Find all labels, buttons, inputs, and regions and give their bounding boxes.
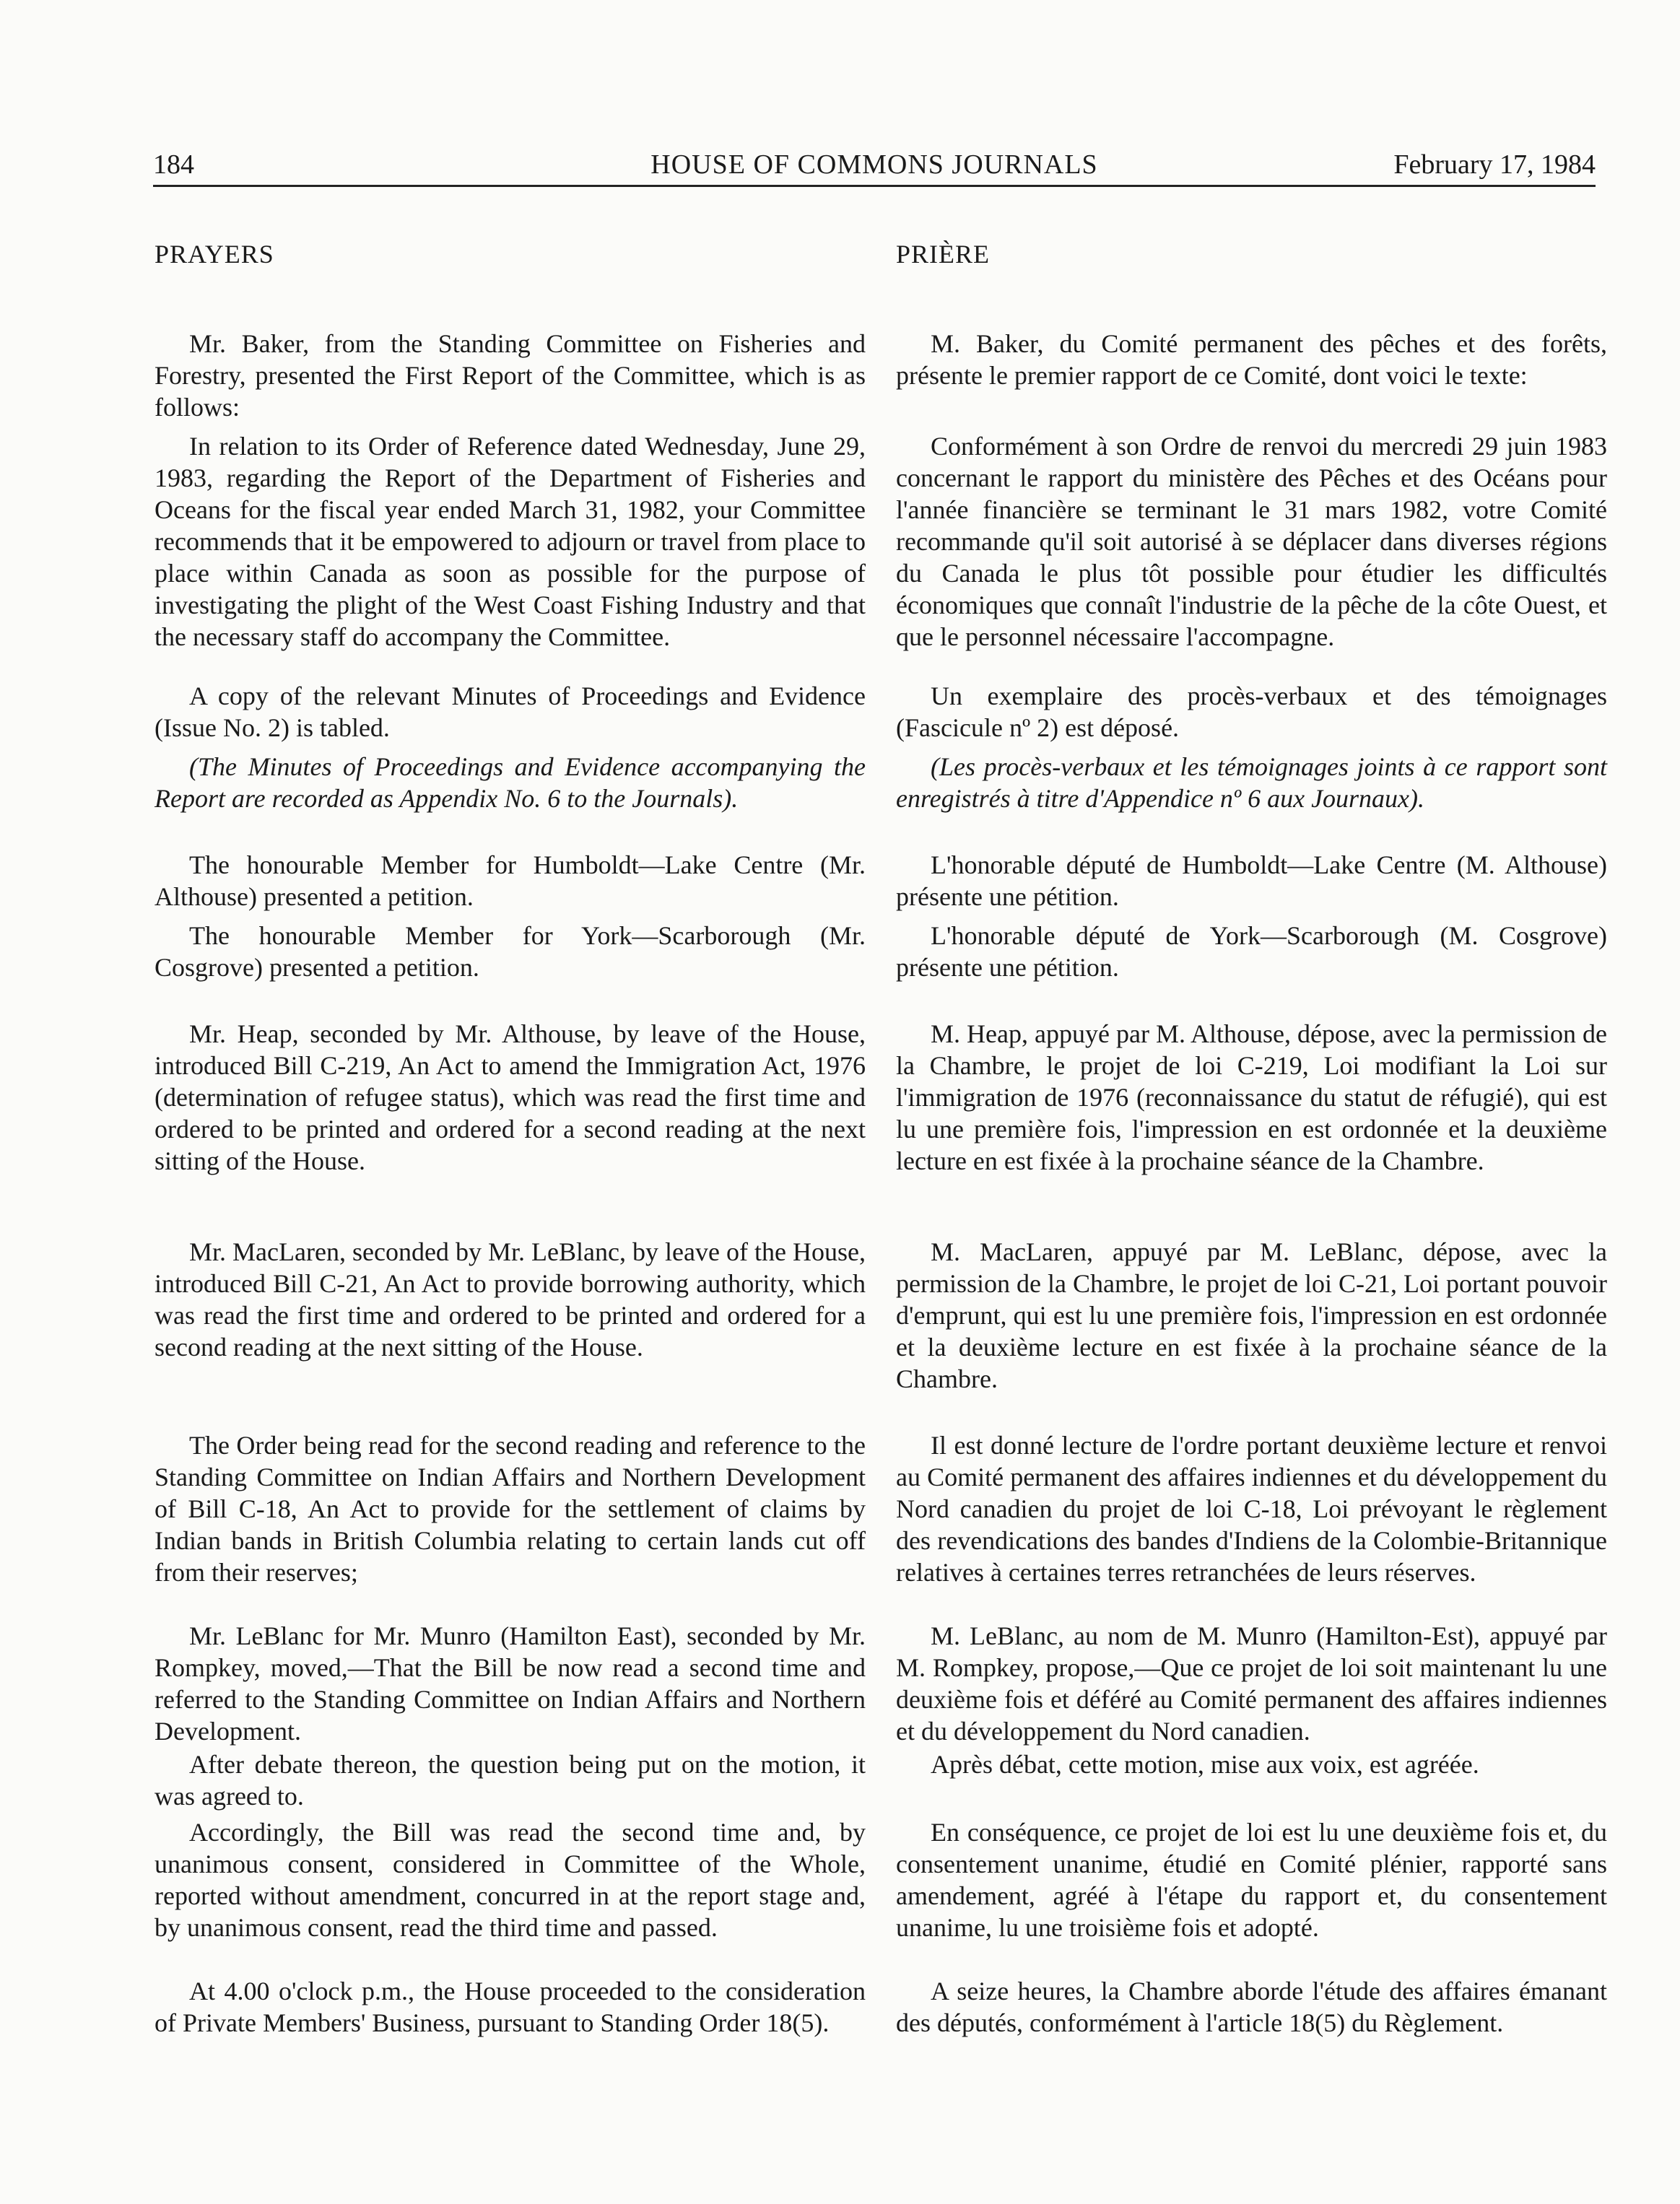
fr-leblanc-motion: M. LeBlanc, au nom de M. Munro (Hamilton-Est), appuyé par M. Rompkey, propose,—Que ce projet de loi soit maintenant lu une deuxième fois et déféré au Comité permanent des affaires indiennes et du développement du Nord canadien. bbox=[896, 1621, 1607, 1746]
en-copy-tabled: A copy of the relevant Minutes of Proceedings and Evidence (Issue No. 2) is tabled. bbox=[154, 681, 866, 742]
page-number: 184 bbox=[153, 149, 194, 180]
en-private-members: At 4.00 o'clock p.m., the House proceeded to the consideration of Private Members' Business, pursuant to Standing Order 18(5). bbox=[154, 1977, 866, 2037]
fr-petition-cosgrove: L'honorable député de York—Scarborough (M. Cosgrove) présente une pétition. bbox=[896, 921, 1607, 982]
fr-baker-report: M. Baker, du Comité permanent des pêches et des forêts, présente le premier rapport de ce Comité, dont voici le texte: bbox=[896, 329, 1607, 390]
en-bill-c219: Mr. Heap, seconded by Mr. Althouse, by leave of the House, introduced Bill C-219, An Act to amend the Immigration Act, 1976 (determination of refugee status), which was read the first time and ordered to be printed and ordered for a second reading at the next sitting of the House. bbox=[154, 1019, 866, 1175]
en-petition-althouse: The honourable Member for Humboldt—Lake Centre (Mr. Althouse) presented a petition. bbox=[154, 850, 866, 911]
en-debate: After debate thereon, the question being put on the motion, it was agreed to. bbox=[154, 1750, 866, 1811]
en-leblanc-motion: Mr. LeBlanc for Mr. Munro (Hamilton East), seconded by Mr. Rompkey, moved,—That the Bill be now read a second time and referred to the Standing Committee on Indian Affairs and Northern Development. bbox=[154, 1621, 866, 1746]
fr-bill-c21: M. MacLaren, appuyé par M. LeBlanc, dépose, avec la permission de la Chambre, le projet de loi C-21, Loi portant pouvoir d'emprunt, qui est lu une première fois, l'impression en est ordonnée et la deuxième lecture en est fixée à la prochaine séance de la Chambre. bbox=[896, 1237, 1607, 1393]
journal-date: February 17, 1984 bbox=[1393, 149, 1596, 180]
en-appendix-note: (The Minutes of Proceedings and Evidence accompanying the Report are recorded as Appendix No. 6 to the Journals). bbox=[154, 752, 866, 813]
fr-report-text: Conformément à son Ordre de renvoi du mercredi 29 juin 1983 concernant le rapport du ministère des Pêches et des Océans pour l'année financière se terminant le 31 mars 1982, votre Comité recommande qu'il soit autorisé à se déplacer dans diverses régions du Canada le plus tôt possible pour étudier les difficultés économiques que connaît l'industrie de la pêche de la côte Ouest, et que le personnel nécessaire l'accompagne. bbox=[896, 432, 1607, 651]
en-report-text: In relation to its Order of Reference dated Wednesday, June 29, 1983, regarding the Report of the Department of Fisheries and Oceans for the fiscal year ended March 31, 1982, your Committee recommends that it be empowered to adjourn or travel from place to place within Canada as soon as possible for the purpose of investigating the plight of the West Coast Fishing Industry and that the necessary staff do accompany the Committee. bbox=[154, 432, 866, 651]
fr-appendix-note: (Les procès-verbaux et les témoignages joints à ce rapport sont enregistrés à titre d'Appendice nº 6 aux Journaux). bbox=[896, 752, 1607, 813]
french-heading: PRIÈRE bbox=[896, 240, 991, 269]
en-petition-cosgrove: The honourable Member for York—Scarborough (Mr. Cosgrove) presented a petition. bbox=[154, 921, 866, 982]
fr-accordingly: En conséquence, ce projet de loi est lu une deuxième fois et, du consentement unanime, étudié en Comité plénier, rapporté sans amendement, agréé à l'étape du rapport et, du consentement unanime, lu une troisième fois et adopté. bbox=[896, 1818, 1607, 1942]
en-bill-c21: Mr. MacLaren, seconded by Mr. LeBlanc, by leave of the House, introduced Bill C-21, An Act to provide borrowing authority, which was read the first time and ordered to be printed and ordered for a second reading at the next sitting of the House. bbox=[154, 1237, 866, 1362]
en-accordingly: Accordingly, the Bill was read the second time and, by unanimous consent, considered in Committee of the Whole, reported without amendment, concurred in at the report stage and, by unanimous consent, read the third time and passed. bbox=[154, 1818, 866, 1942]
fr-debate: Après débat, cette motion, mise aux voix, est agréée. bbox=[931, 1750, 1479, 1779]
en-baker-report: Mr. Baker, from the Standing Committee on Fisheries and Forestry, presented the First Report of the Committee, which is as follows: bbox=[154, 329, 866, 422]
fr-order-c18: Il est donné lecture de l'ordre portant deuxième lecture et renvoi au Comité permanent des affaires indiennes et du développement du Nord canadien du projet de loi C-18, Loi prévoyant le règlement des revendications des bandes d'Indiens de la Colombie-Britannique relatives à certaines terres retranchées de leurs réserves. bbox=[896, 1431, 1607, 1587]
fr-copy-tabled: Un exemplaire des procès-verbaux et des témoignages (Fascicule nº 2) est déposé. bbox=[896, 681, 1607, 742]
page-header bbox=[153, 141, 1596, 187]
english-heading: PRAYERS bbox=[154, 240, 274, 269]
journal-title: HOUSE OF COMMONS JOURNALS bbox=[650, 149, 1098, 180]
fr-private-members: A seize heures, la Chambre aborde l'étude des affaires émanant des députés, conformément à l'article 18(5) du Règlement. bbox=[896, 1977, 1607, 2037]
fr-petition-althouse: L'honorable député de Humboldt—Lake Centre (M. Althouse) présente une pétition. bbox=[896, 850, 1607, 911]
en-order-c18: The Order being read for the second reading and reference to the Standing Committee on Indian Affairs and Northern Development of Bill C-18, An Act to provide for the settlement of claims by Indian bands in British Columbia relating to certain lands cut off from their reserves; bbox=[154, 1431, 866, 1587]
fr-bill-c219: M. Heap, appuyé par M. Althouse, dépose, avec la permission de la Chambre, le projet de loi C-219, Loi modifiant la Loi sur l'immigration de 1976 (reconnaissance du statut de réfugié), qui est lu une première fois, l'impression en est ordonnée et la deuxième lecture en est fixée à la prochaine séance de la Chambre. bbox=[896, 1019, 1607, 1175]
